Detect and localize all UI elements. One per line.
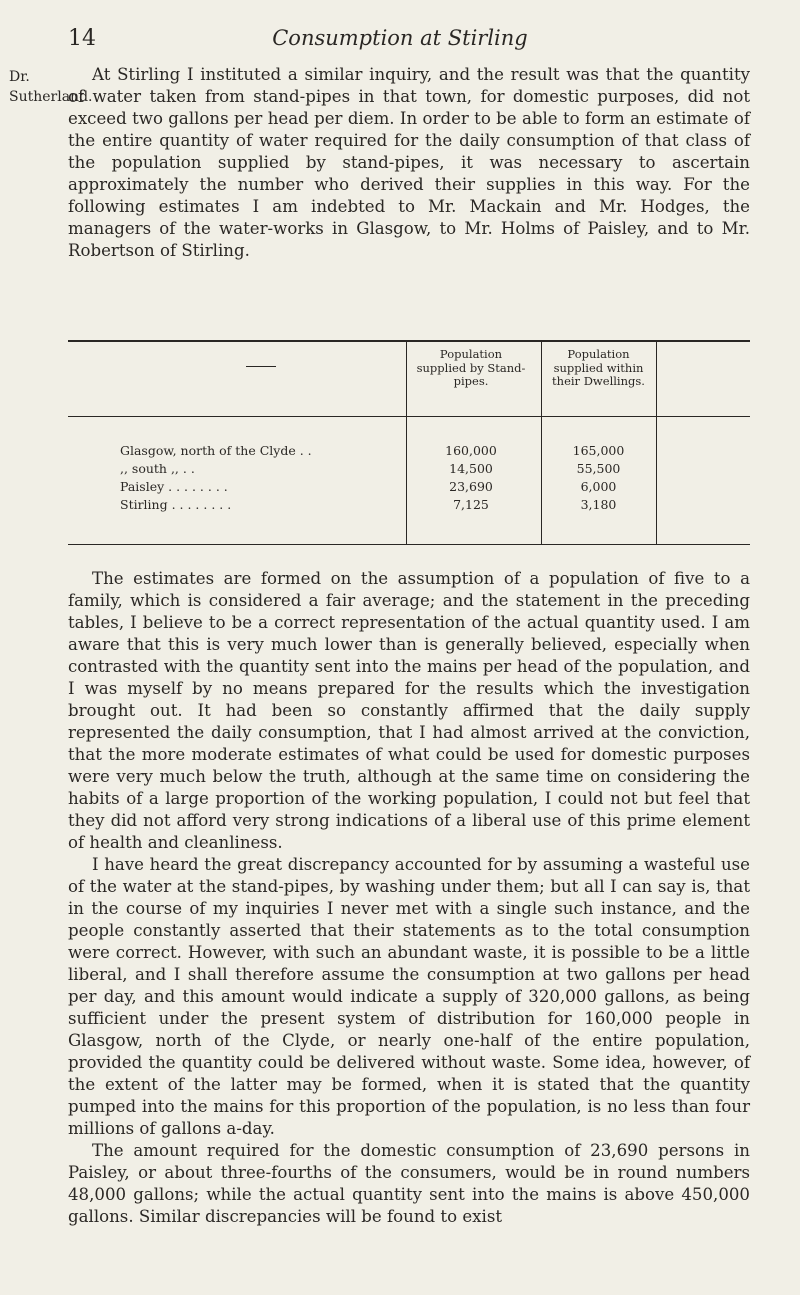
row-label: Paisley . . . . . . . .: [120, 479, 228, 494]
row-stand-pipes: 160,000: [445, 443, 497, 458]
running-title: Consumption at Stirling: [272, 26, 528, 50]
row-stand-pipes: 14,500: [449, 461, 493, 476]
table-row: [68, 478, 750, 496]
table-row: [68, 442, 750, 460]
row-stand-pipes: 7,125: [453, 497, 489, 512]
row-label: Glasgow, north of the Clyde . .: [120, 443, 312, 458]
paragraph: The amount required for the domestic consumption of 23,690 persons in Paisley, or about three-fourths of the consumers, would be in round numbers 48,000 gallons; while the actual quantity sent into the mains is above 450,000 gallons. Similar discrepancies will be found to exist: [68, 1141, 750, 1226]
header-dash: [246, 366, 276, 367]
population-table: [68, 340, 750, 545]
row-label: ,, south ,, . .: [120, 461, 195, 476]
margin-note-line: Dr.: [9, 69, 30, 85]
body-text-bottom: [68, 568, 750, 1228]
row-dwellings: 165,000: [572, 443, 625, 458]
row-dwellings: 3,180: [580, 497, 617, 512]
row-label: Stirling . . . . . . . .: [120, 497, 232, 512]
paragraph: The estimates are formed on the assumption of a population of five to a family, which is considered a fair average; and the statement in the preceding tables, I believe to be a correct representation of the actual quantity used. I am aware that this is very much lower than is generally believed, especially when contrasted with the quantity sent into the mains per head of the population, and I was myself by no means prepared for the results which the investigation brought out. It had been so constantly affirmed that the daily supply represented the daily consumption, that I had almost arrived at the conviction, that the more moderate estimates of what could be used for domestic purposes were very much below the truth, although at the same time on considering the habits of a large proportion of the working population, I could not but feel that they did not afford very strong indications of a liberal use of this prime element of health and cleanliness.: [68, 569, 750, 852]
column-header-stand-pipes: Population supplied by Stand-pipes.: [416, 347, 526, 388]
paragraph: At Stirling I instituted a similar inquiry, and the result was that the quantity of water taken from stand-pipes in that town, for domestic purposes, did not exceed two gallons per head per diem. In order to be able to form an estimate of the entire quantity of water required for the daily consumption of that class of the population supplied by stand-pipes, it was necessary to ascertain approximately the number who derived their supplies in this way. For the following estimates I am indebted to Mr. Mackain and Mr. Hodges, the managers of the water-works in Glasgow, to Mr. Holms of Paisley, and to Mr. Robertson of Stirling.: [68, 65, 750, 260]
table-row: [68, 496, 750, 514]
page-number: 14: [68, 26, 96, 51]
body-text-top: [68, 64, 750, 262]
table-rule-top-double: [68, 341, 750, 342]
column-header-dwellings: Population supplied within their Dwellings.: [552, 347, 645, 388]
page-header: [0, 26, 800, 56]
table-rule-header: [68, 416, 750, 417]
row-stand-pipes: 23,690: [449, 479, 493, 494]
paragraph: I have heard the great discrepancy accounted for by assuming a wasteful use of the water at the stand-pipes, by washing under them; but all I can say is, that in the course of my inquiries I never met with a single such instance, and the people constantly asserted that their statements as to the total consumption were correct. However, with such an abundant waste, it is possible to be a little liberal, and I shall therefore assume the consumption at two gallons per head per day, and this amount would indicate a supply of 320,000 gallons, as being sufficient under the present system of distribution for 160,000 people in Glasgow, north of the Clyde, or nearly one-half of the entire population, provided the quantity could be delivered without waste. Some idea, however, of the extent of the latter may be formed, when it is stated that the quantity pumped into the mains for this proportion of the population, is no less than four millions of gallons a-day.: [68, 855, 750, 1138]
table-rule-bottom: [68, 544, 750, 545]
margin-note-line: Sutherland.: [9, 89, 93, 105]
table-row: [68, 460, 750, 478]
margin-note: [9, 67, 93, 107]
row-dwellings: 55,500: [576, 461, 621, 476]
row-dwellings: 6,000: [580, 479, 617, 494]
